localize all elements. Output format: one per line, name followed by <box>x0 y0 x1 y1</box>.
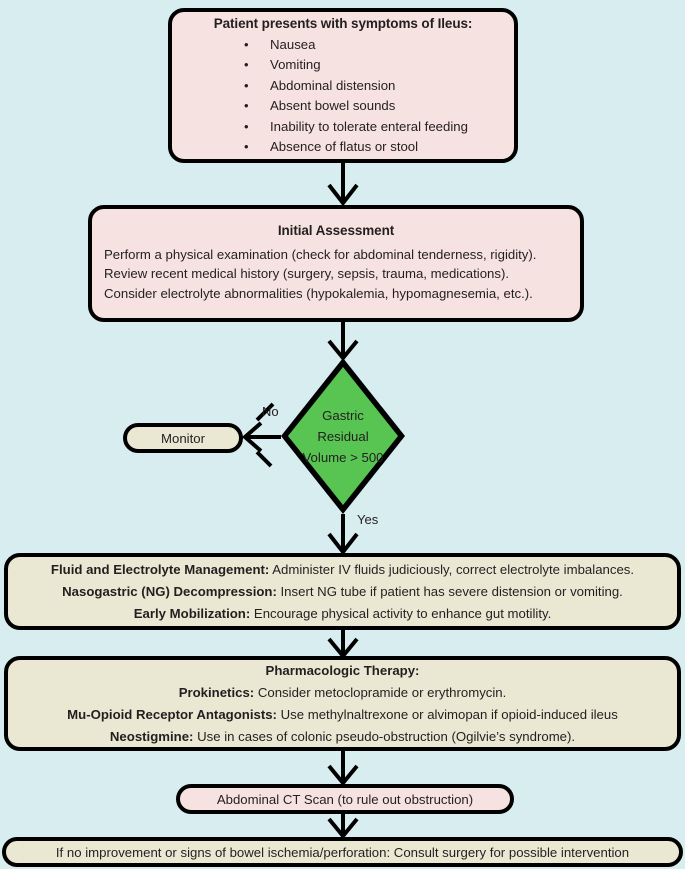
node-monitor-label: Monitor <box>161 430 205 446</box>
pharm-line <box>18 682 667 704</box>
node-surgical-consult-label: If no improvement or signs of bowel ischemia/perforation: Consult surgery for possible intervention <box>55 844 630 860</box>
decision-text <box>281 358 405 514</box>
assessment-line: Consider electrolyte abnormalities (hypokalemia, hypomagnesemia, etc.). <box>104 285 533 301</box>
edge-label-no: No <box>262 404 279 419</box>
management-line-label: Fluid and Electrolyte Management: <box>50 561 270 577</box>
node-initial-assessment <box>88 205 584 322</box>
management-line-label: Nasogastric (NG) Decompression: <box>62 583 277 599</box>
pharm-line-label: Neostigmine: <box>109 728 194 744</box>
node-symptoms-title: Patient presents with symptoms of Ileus: <box>213 15 473 31</box>
assessment-line: Review recent medical history (surgery, sepsis, trauma, medications). <box>104 266 510 282</box>
management-line <box>18 603 667 625</box>
list-item: • Inability to tolerate enteral feeding <box>182 117 504 138</box>
list-item: • Nausea <box>182 35 504 56</box>
management-line-text: Encourage physical activity to enhance gut motility. <box>250 605 552 621</box>
decision-line: Volume > 500 <box>302 449 384 465</box>
edge-label-yes: Yes <box>357 512 379 527</box>
management-line-label: Early Mobilization: <box>133 605 251 621</box>
node-abdominal-ct-scan-label: Abdominal CT Scan (to rule out obstruction) <box>216 791 474 807</box>
list-item: • Absence of flatus or stool <box>182 137 504 158</box>
management-line-text: Administer IV fluids judiciously, correct electrolyte imbalances. <box>269 561 635 577</box>
node-abdominal-ct-scan <box>176 784 514 814</box>
management-line <box>18 559 667 581</box>
node-initial-assessment-title: Initial Assessment <box>277 222 395 238</box>
list-item: • Vomiting <box>182 55 504 76</box>
node-monitor <box>123 423 243 453</box>
decision-line: Gastric <box>322 407 364 423</box>
pharm-line-text: Use in cases of colonic pseudo-obstruction (Ogilvie’s syndrome). <box>193 728 576 744</box>
pharm-title-text: Pharmacologic Therapy: <box>265 662 420 678</box>
management-line <box>18 581 667 603</box>
pharm-line <box>18 704 667 726</box>
list-item: • Abdominal distension <box>182 76 504 97</box>
node-pharmacologic-title <box>18 660 667 682</box>
pharm-line-text: Consider metoclopramide or erythromycin. <box>254 684 507 700</box>
list-item: • Absent bowel sounds <box>182 96 504 117</box>
assessment-line: Perform a physical examination (check for abdominal tenderness, rigidity). <box>104 246 537 262</box>
node-decision-gastric-residual-volume <box>281 358 405 514</box>
pharm-line-text: Use methylnaltrexone or alvimopan if opioid-induced ileus <box>276 706 618 722</box>
management-line-text: Insert NG tube if patient has severe distension or vomiting. <box>276 583 623 599</box>
symptom-list <box>182 35 504 158</box>
node-management <box>4 553 681 630</box>
pharm-line <box>18 726 667 748</box>
pharm-line-label: Mu-Opioid Receptor Antagonists: <box>67 706 277 722</box>
node-pharmacologic-therapy <box>4 656 681 751</box>
decision-line: Residual <box>317 428 369 444</box>
node-surgical-consult <box>2 837 683 867</box>
node-symptoms <box>168 8 518 163</box>
pharm-line-label: Prokinetics: <box>178 684 255 700</box>
